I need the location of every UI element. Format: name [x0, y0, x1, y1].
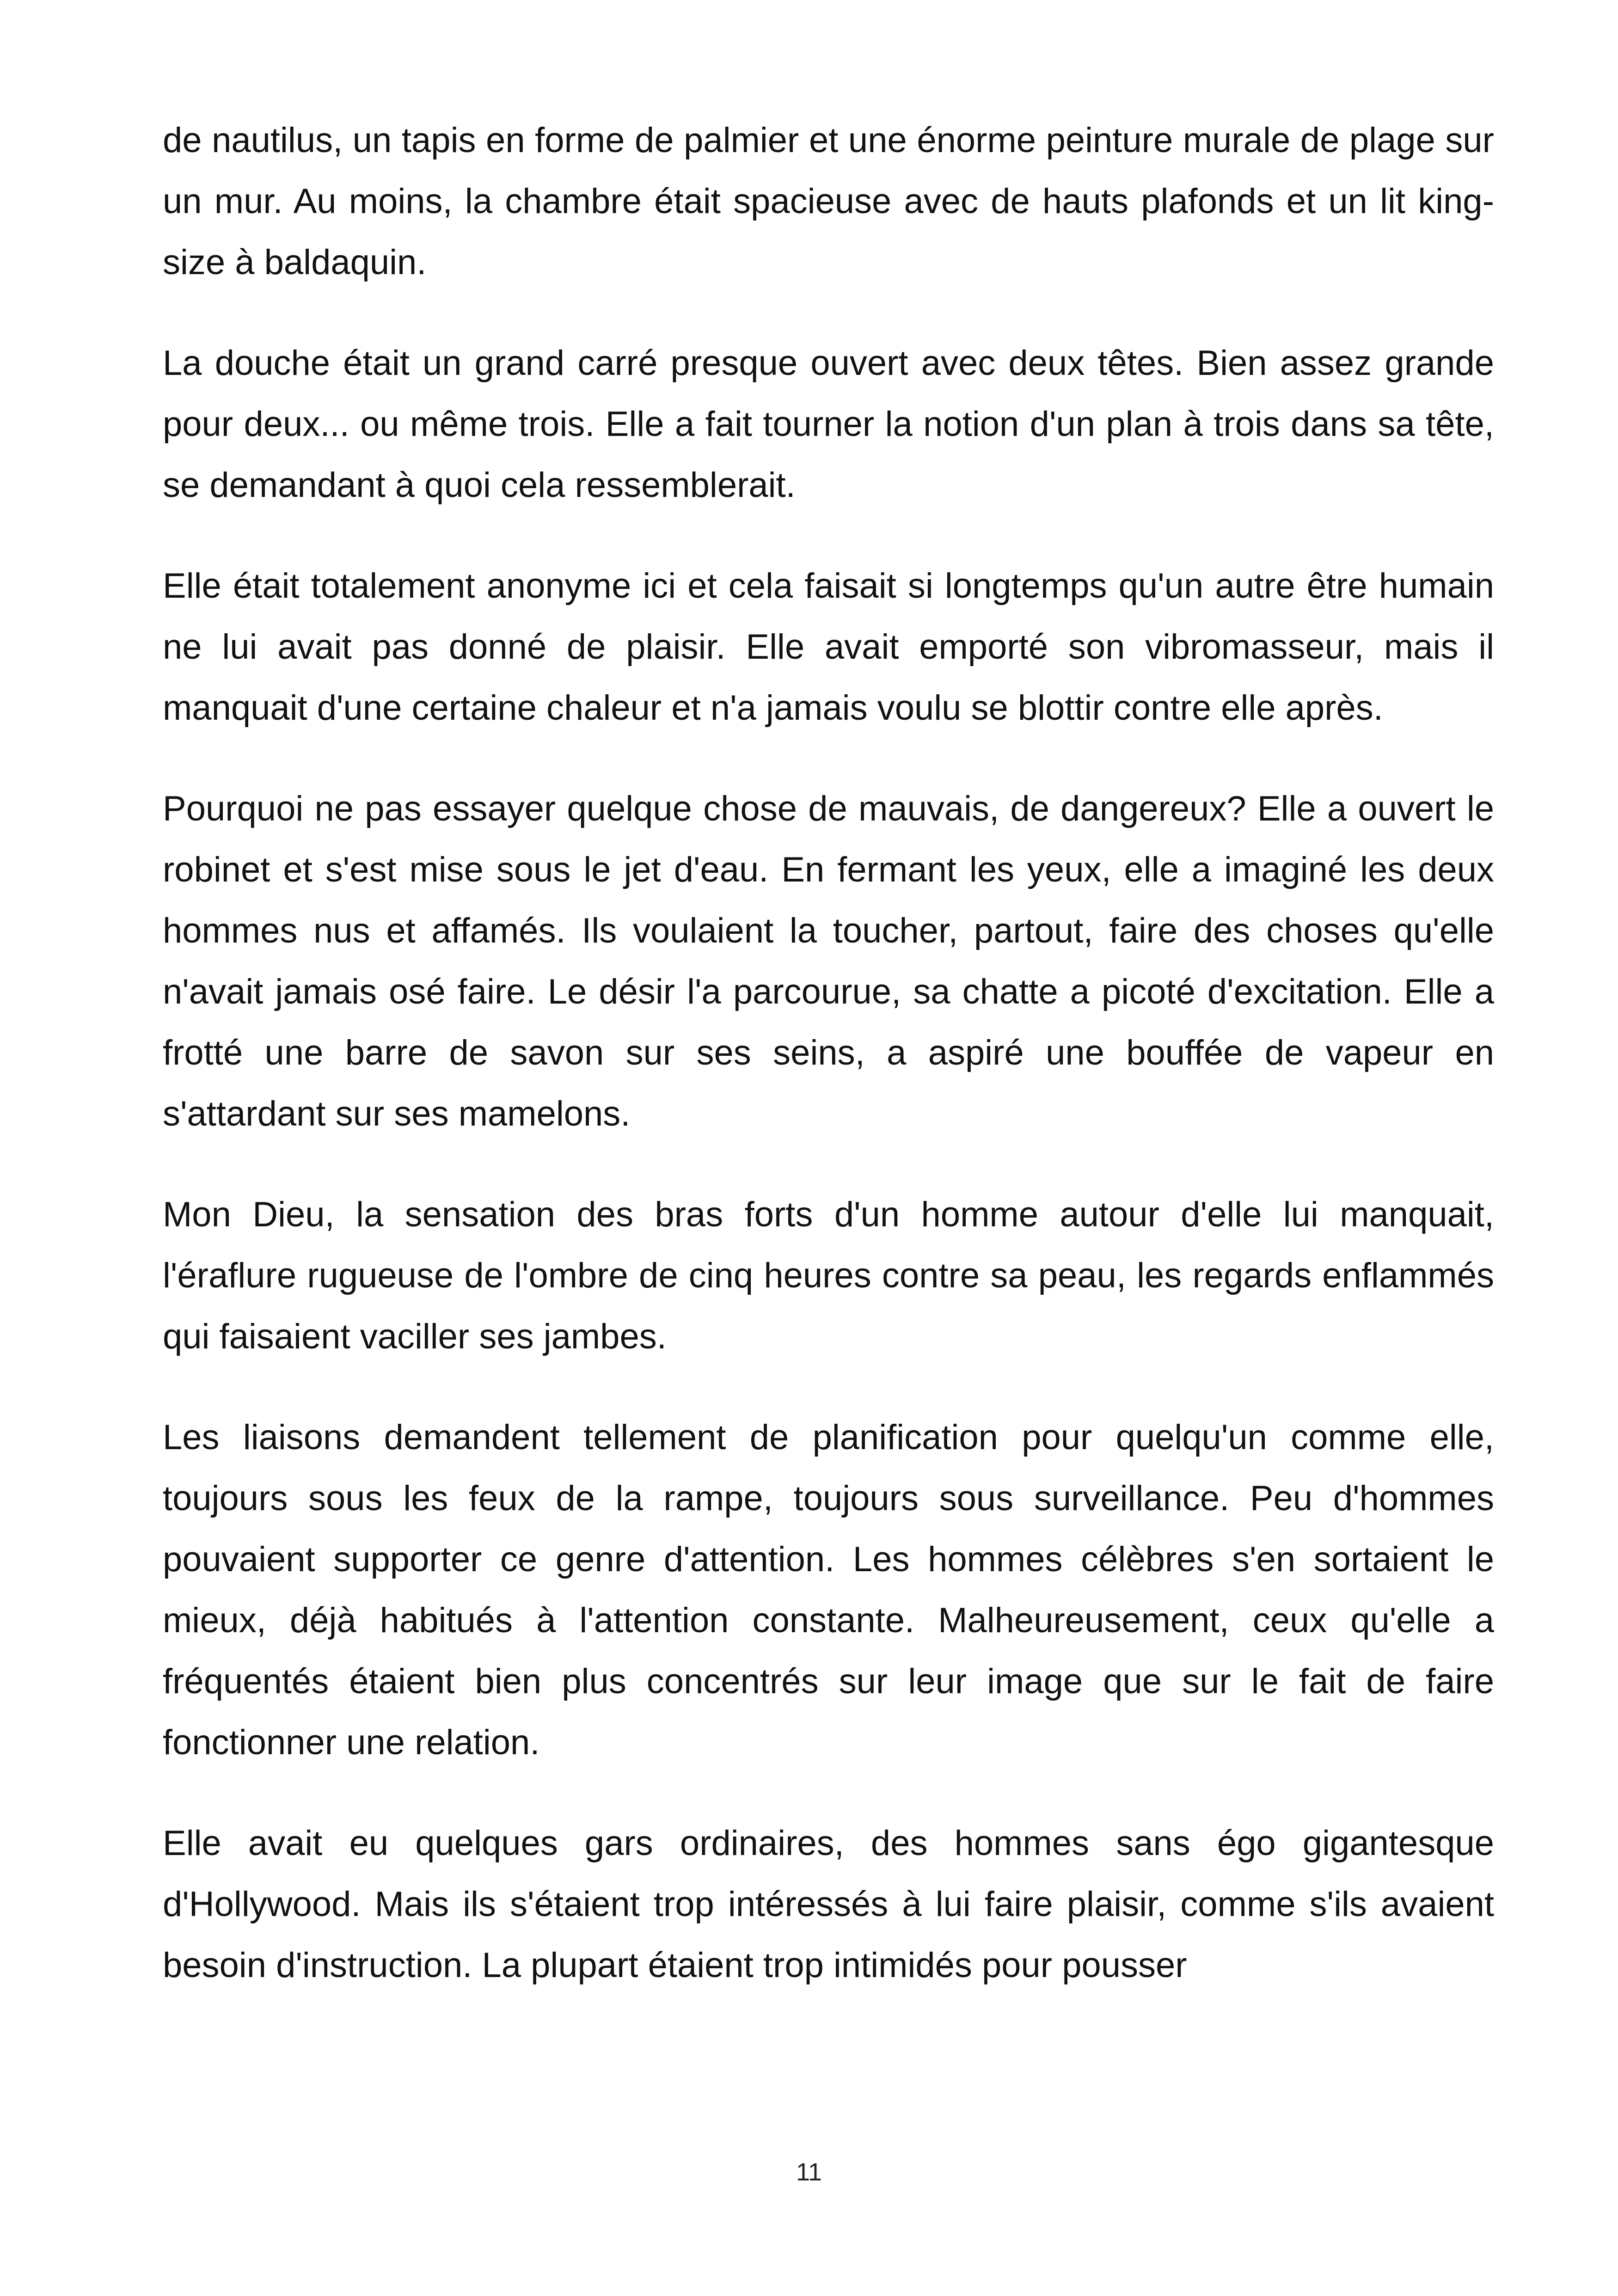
- body-text: [163, 110, 1494, 1996]
- paragraph-1: de nautilus, un tapis en forme de palmier et une énorme peinture murale de plage sur un mur. Au moins, la chambre était spacieuse avec de hauts plafonds et un lit king-size à baldaquin.: [163, 121, 1494, 282]
- paragraph-3: Elle était totalement anonyme ici et cela faisait si longtemps qu'un autre être humain ne lui avait pas donné de plaisir. Elle avait emporté son vibromasseur, mais il manquait d'une certaine chaleur et n'a jamais voulu se blottir contre elle après.: [163, 566, 1494, 728]
- paragraph-4: Pourquoi ne pas essayer quelque chose de mauvais, de dangereux? Elle a ouvert le robinet et s'est mise sous le jet d'eau. En fermant les yeux, elle a imaginé les deux hommes nus et affamés. Ils voulaient la toucher, partout, faire des choses qu'elle n'avait jamais osé faire. Le désir l'a parcourue, sa chatte a picoté d'excitation. Elle a frotté une barre de savon sur ses seins, a aspiré une bouffée de vapeur en s'attardant sur ses mamelons.: [163, 789, 1494, 1133]
- paragraph-6: Les liaisons demandent tellement de planification pour quelqu'un comme elle, toujours sous les feux de la rampe, toujours sous surveillance. Peu d'hommes pouvaient supporter ce genre d'attention. Les hommes célèbres s'en sortaient le mieux, déjà habitués à l'attention constante. Malheureusement, ceux qu'elle a fréquentés étaient bien plus concentrés sur leur image que sur le fait de faire fonctionner une relation.: [163, 1418, 1494, 1762]
- paragraph-5: Mon Dieu, la sensation des bras forts d'un homme autour d'elle lui manquait, l'éraflure rugueuse de l'ombre de cinq heures contre sa peau, les regards enflammés qui faisaient vaciller ses jambes.: [163, 1195, 1494, 1356]
- paragraph-2: La douche était un grand carré presque ouvert avec deux têtes. Bien assez grande pour deux... ou même trois. Elle a fait tourner la notion d'un plan à trois dans sa tête, se demandant à quoi cela ressemblerait.: [163, 343, 1494, 505]
- paragraph-7: Elle avait eu quelques gars ordinaires, des hommes sans égo gigantesque d'Hollywood. Mais ils s'étaient trop intéressés à lui faire plaisir, comme s'ils avaient besoin d'instruction. La plupart étaient trop intimidés pour pousser: [163, 1824, 1494, 1985]
- page-number: 11: [796, 2158, 822, 2186]
